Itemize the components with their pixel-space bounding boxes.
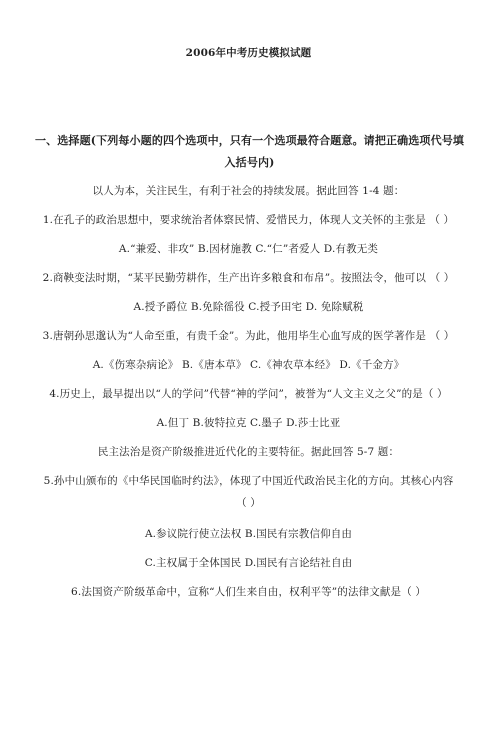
question-3-stem: 3.唐朝孙思邈认为“人命至重，有贵千金”。为此，他用毕生心血写成的医学著作是 （ ） bbox=[42, 330, 455, 342]
section-heading-line-2: 入括号内) bbox=[224, 156, 275, 169]
question-1-stem: 1.在孔子的政治思想中，要求统治者体察民情、爱惜民力，体现人文关怀的主张是 （ ） bbox=[42, 214, 455, 226]
question-6-stem: 6.法国资产阶级革命中，宣称“人们生来自由，权利平等”的法律文献是（ ） bbox=[71, 586, 426, 598]
question-5-options-line-1: A.参议院行使立法权 B.国民有宗教信仰自由 bbox=[144, 528, 353, 540]
question-3-options: A.《伤寒杂病论》 B.《唐本草》 C.《神农草本经》 D.《千金方》 bbox=[92, 359, 405, 371]
question-2-stem: 2.商鞅变法时期，“某平民勤劳耕作，生产出许多粮食和布帛”。按照法令，他可以 （ ） bbox=[42, 272, 455, 284]
section-heading-line-1: 一、选择题(下列每小题的四个选项中，只有一个选项最符合题意。请把正确选项代号填 bbox=[34, 134, 465, 147]
question-1-options: A.“兼爱、非攻” B.因材施教 C.“仁”者爱人 D.有教无类 bbox=[118, 243, 379, 255]
question-5-options-line-2: C.主权属于全体国民 D.国民有言论结社自由 bbox=[144, 557, 353, 569]
group-intro-2: 民主法治是资产阶级推进近代化的主要特征。据此回答 5-7 题： bbox=[97, 446, 400, 458]
exam-title: 2006年中考历史模拟试题 bbox=[185, 47, 312, 59]
group-intro-1: 以人为本，关注民生，有利于社会的持续发展。据此回答 1-4 题： bbox=[92, 185, 405, 197]
question-5-stem: 5.孙中山颁布的《中华民国临时约法》，体现了中国近代政治民主化的方向。其核心内容 bbox=[43, 475, 454, 487]
question-4-options: A.但丁 B.彼特拉克 C.墨子 D.莎士比亚 bbox=[156, 417, 341, 429]
question-2-options: A.授予爵位 B.免除徭役 C.授予田宅 D. 免除赋税 bbox=[133, 301, 364, 313]
question-4-stem: 4.历史上，最早提出以“人的学问”代替“神的学问”，被誉为“人文主义之父”的是（ ） bbox=[49, 388, 448, 400]
question-5-answer-blank: （ ） bbox=[236, 497, 261, 509]
